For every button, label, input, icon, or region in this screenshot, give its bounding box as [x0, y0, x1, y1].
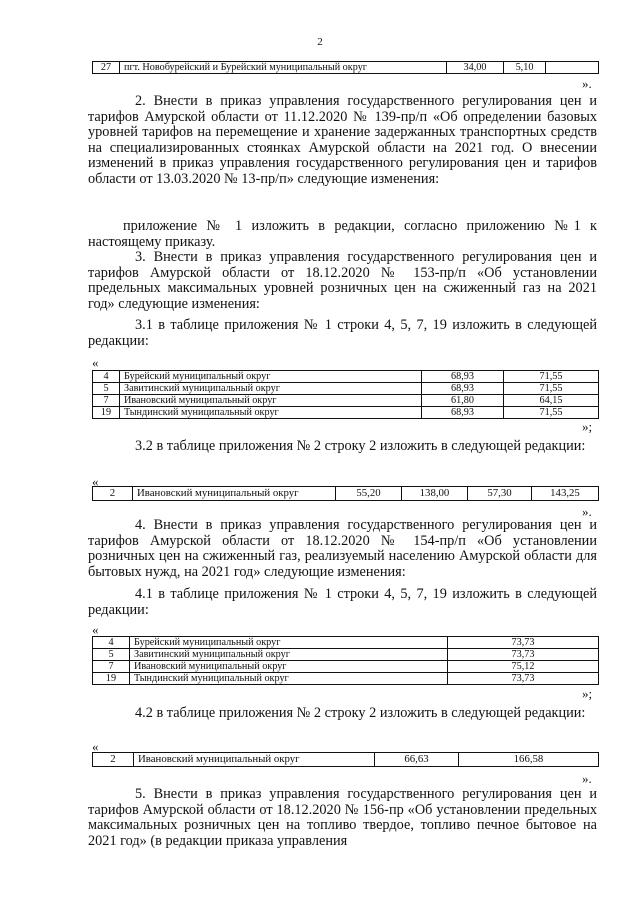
row-name: Бурейский муниципальный округ — [120, 371, 422, 383]
row-number: 19 — [93, 673, 130, 685]
row-number: 2 — [93, 753, 134, 767]
paragraph-item-3-1: 3.1 в таблице приложения № 1 строки 4, 5, 7, 19 изложить в следующей редакции: — [88, 317, 597, 349]
table-continuation-row — [92, 61, 599, 74]
table-3-2 — [92, 486, 599, 501]
row-value-2: 166,58 — [459, 753, 599, 767]
row-number: 7 — [93, 661, 130, 673]
row-name: Ивановский муниципальный округ — [133, 487, 336, 501]
table-4-1 — [92, 636, 599, 685]
row-empty-cell — [546, 62, 599, 74]
table-row — [93, 62, 599, 74]
opening-quote: « — [92, 355, 99, 370]
closing-quote: ». — [582, 76, 592, 91]
row-value-3: 57,30 — [468, 487, 532, 501]
closing-quote: »; — [582, 419, 593, 434]
closing-quote: ». — [582, 504, 592, 519]
row-value-1: 75,12 — [448, 661, 599, 673]
row-value-1: 55,20 — [336, 487, 402, 501]
table-row — [93, 661, 599, 673]
closing-quote: »; — [582, 686, 593, 701]
paragraph-item-4-1: 4.1 в таблице приложения № 1 строки 4, 5, 7, 19 изложить в следующей редакции: — [88, 586, 597, 618]
paragraph-item-4-2: 4.2 в таблице приложения № 2 строку 2 изложить в следующей редакции: — [135, 705, 586, 721]
row-name: пгт. Новобурейский и Бурейский муниципальный округ — [120, 62, 447, 74]
table-row — [93, 395, 599, 407]
row-value-2: 64,15 — [504, 395, 599, 407]
row-value-1: 68,93 — [422, 383, 504, 395]
table-4-2 — [92, 752, 599, 767]
row-number: 2 — [93, 487, 133, 501]
table-row — [93, 637, 599, 649]
row-number: 4 — [93, 371, 120, 383]
opening-quote: « — [92, 739, 99, 754]
row-name: Ивановский муниципальный округ — [130, 661, 448, 673]
table-row — [93, 673, 599, 685]
row-value-1: 73,73 — [448, 673, 599, 685]
row-number: 5 — [93, 649, 130, 661]
row-number: 27 — [93, 62, 120, 74]
table-row — [93, 753, 599, 767]
table-3-1 — [92, 370, 599, 419]
row-value-1: 61,80 — [422, 395, 504, 407]
table-row — [93, 487, 599, 501]
table-row — [93, 383, 599, 395]
paragraph-item-4: 4. Внести в приказ управления государственного регулирования цен и тарифов Амурской области от 18.12.2020 № 154-пр/п «Об установлении розничных цен на сжиженный газ, реализуемый населению Амурской области для бытовых нужд, на 2021 год» следующие изменения: — [88, 517, 597, 580]
paragraph-item-5: 5. Внести в приказ управления государственного регулирования цен и тарифов Амурской области от 18.12.2020 № 156-пр «Об установлении предельных максимальных розничных цен на топливо твердое, топливо печное бытовое на 2021 год» (в редакции приказа управления — [88, 786, 597, 849]
paragraph-item-3: 3. Внести в приказ управления государственного регулирования цен и тарифов Амурской области от 18.12.2020 № 153-пр/п «Об установлении предельных максимальных уровней розничных цен на сжиженный газ на 2021 год» следующие изменения: — [88, 249, 597, 312]
row-value-1: 73,73 — [448, 637, 599, 649]
row-name: Бурейский муниципальный округ — [130, 637, 448, 649]
row-value-1: 34,00 — [447, 62, 504, 74]
row-name: Завитинский муниципальный округ — [120, 383, 422, 395]
paragraph-item-2-sub: приложение № 1 изложить в редакции, согласно приложению №1 к настоящему приказу. — [88, 218, 597, 250]
row-number: 5 — [93, 383, 120, 395]
row-value-2: 71,55 — [504, 383, 599, 395]
row-value-1: 68,93 — [422, 371, 504, 383]
row-number: 19 — [93, 407, 120, 419]
table-row — [93, 649, 599, 661]
opening-quote: « — [92, 474, 99, 489]
row-value-4: 143,25 — [532, 487, 599, 501]
row-name: Тындинский муниципальный округ — [120, 407, 422, 419]
row-value-1: 68,93 — [422, 407, 504, 419]
row-name: Тындинский муниципальный округ — [130, 673, 448, 685]
paragraph-item-3-2: 3.2 в таблице приложения № 2 строку 2 изложить в следующей редакции: — [135, 438, 586, 454]
row-name: Завитинский муниципальный округ — [130, 649, 448, 661]
table-row — [93, 371, 599, 383]
row-value-2: 71,55 — [504, 371, 599, 383]
closing-quote: ». — [582, 771, 592, 786]
row-value-2: 138,00 — [402, 487, 468, 501]
row-number: 4 — [93, 637, 130, 649]
paragraph-item-2: 2. Внести в приказ управления государственного регулирования цен и тарифов Амурской области от 11.12.2020 № 139-пр/п «Об определении базовых уровней тарифов на перемещение и хранение задержанных транспортных средств на специализированных стоянках Амурской области на 2021 год. О внесении изменений в приказ управления государственного регулирования цен и тарифов области от 13.03.2020 № 13-пр/п» следующие изменения: — [88, 93, 597, 187]
row-name: Ивановский муниципальный округ — [134, 753, 375, 767]
page-number: 2 — [317, 36, 323, 48]
row-value-2: 5,10 — [504, 62, 546, 74]
row-name: Ивановский муниципальный округ — [120, 395, 422, 407]
opening-quote: « — [92, 622, 99, 637]
row-number: 7 — [93, 395, 120, 407]
row-value-2: 71,55 — [504, 407, 599, 419]
row-value-1: 66,63 — [375, 753, 459, 767]
table-row — [93, 407, 599, 419]
row-value-1: 73,73 — [448, 649, 599, 661]
